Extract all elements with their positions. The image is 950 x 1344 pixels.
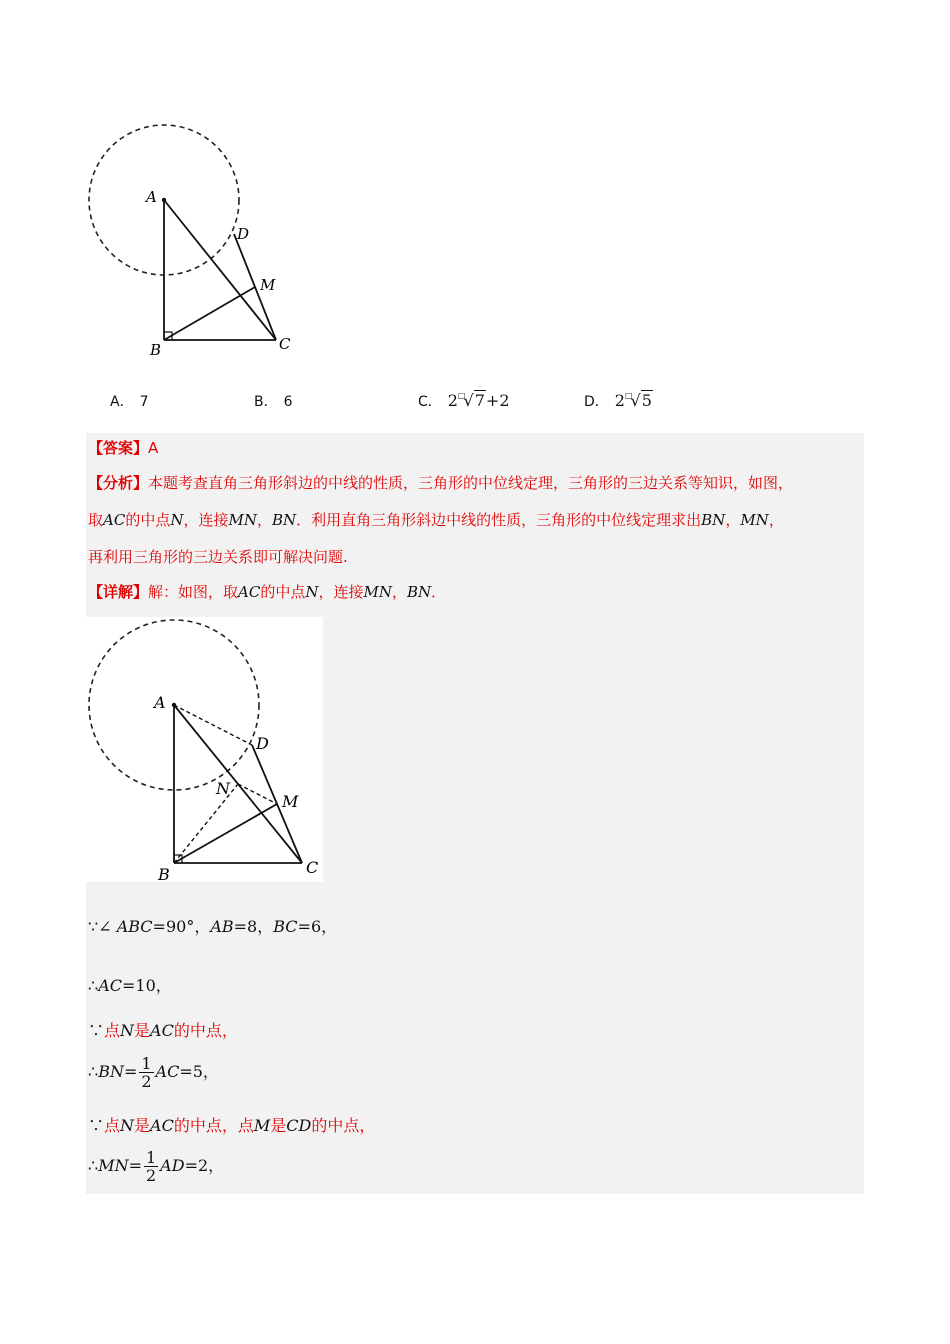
var-ac: AC (150, 1116, 174, 1135)
option-c[interactable] (418, 391, 510, 411)
label-b: B (158, 865, 170, 882)
numerator: 1 (145, 1148, 157, 1167)
text: 的中点 (125, 511, 171, 529)
text: 的中点 (260, 583, 306, 601)
text: =5， (179, 1062, 219, 1081)
var-bn: BN (701, 511, 726, 529)
label-c: C (306, 858, 319, 877)
text: =10， (121, 976, 172, 995)
segment-bm (164, 287, 255, 340)
because-symbol: ∵ (88, 1021, 105, 1040)
var-bn: BN (407, 583, 432, 601)
geometry-figure-2 (86, 617, 323, 882)
text: 解：如图，取 (148, 583, 239, 601)
fraction-half (144, 1149, 158, 1184)
label-c: C (279, 335, 291, 353)
point-a (172, 703, 176, 707)
text: ， (391, 583, 407, 601)
text: ，连接 (318, 583, 364, 601)
radical-sign: □√5 (624, 391, 652, 410)
var-ac: AC (238, 583, 261, 601)
option-a-value: 7 (139, 394, 149, 410)
var-bn: BN (98, 1062, 124, 1081)
label-n: N (216, 779, 230, 798)
analysis-text-1: 本题考查直角三角形斜边的中线的性质，三角形的中位线定理，三角形的三边关系等知识，如图， (148, 474, 794, 492)
answer-tag: 【答案】 (88, 439, 149, 457)
angle-symbol: ∠ (98, 917, 112, 936)
text: =2， (184, 1156, 225, 1175)
detail-tag: 【详解】 (88, 583, 149, 601)
var-n: N (305, 583, 319, 601)
text: =90°， (152, 917, 211, 936)
radical-index: □ (624, 391, 633, 400)
var-ad: AD (160, 1156, 185, 1175)
step-6 (88, 1149, 224, 1184)
analysis-line-2 (88, 509, 784, 531)
option-c-suffix: +2 (485, 391, 510, 410)
because-symbol: ∵ (88, 1116, 105, 1135)
text: ， (256, 511, 272, 529)
var-abc: ABC (116, 917, 153, 936)
because-symbol: ∵ (88, 917, 99, 936)
step-5 (88, 1113, 375, 1136)
option-c-letter: C． (418, 394, 442, 410)
label-m: M (282, 792, 299, 811)
text: 的中点， (173, 1021, 238, 1040)
var-ac: AC (155, 1062, 180, 1081)
point-a (162, 198, 166, 202)
var-mn: MN (228, 511, 257, 529)
detail-line (88, 581, 446, 603)
var-m: M (253, 1116, 271, 1135)
var-bn: BN (271, 511, 297, 529)
text: =8， (233, 917, 274, 936)
label-d: D (256, 734, 269, 753)
var-mn: MN (740, 511, 769, 529)
fraction-half (139, 1055, 153, 1090)
text: 点 (104, 1021, 121, 1040)
text: 的中点， (311, 1116, 376, 1135)
therefore-symbol: ∴ (88, 1062, 99, 1081)
text: 的中点，点 (173, 1116, 254, 1135)
step-3 (88, 1018, 238, 1041)
therefore-symbol: ∴ (88, 1156, 99, 1175)
var-cd: CD (286, 1116, 312, 1135)
text: 取 (88, 511, 104, 529)
option-b-letter: B． (254, 394, 278, 410)
option-c-coef: 2 (447, 391, 458, 410)
segment-bm (174, 804, 277, 863)
var-ac: AC (98, 976, 122, 995)
option-d-coef: 2 (614, 391, 625, 410)
option-b[interactable] (254, 391, 293, 411)
therefore-symbol: ∴ (88, 976, 99, 995)
segment-ad-dashed (174, 705, 252, 745)
radicand: 5 (641, 391, 652, 410)
option-d[interactable] (584, 391, 653, 411)
text: ， (768, 511, 784, 529)
segment-nm-dashed (238, 784, 277, 804)
option-d-letter: D． (584, 394, 609, 410)
label-b: B (150, 341, 162, 359)
option-d-value (615, 391, 653, 410)
var-ac: AC (103, 511, 126, 529)
var-bc: BC (273, 917, 298, 936)
option-b-value: 6 (283, 394, 293, 410)
step-2 (88, 973, 172, 996)
answer-value: A (148, 439, 159, 457)
text: = (123, 1062, 138, 1081)
analysis-text-3: 再利用三角形的三边关系即可解决问题. (88, 548, 348, 566)
text: ． (431, 583, 447, 601)
text: ，连接 (183, 511, 229, 529)
label-a: A (146, 188, 157, 206)
label-d: D (237, 225, 250, 243)
geometry-figure-1 (80, 118, 310, 368)
label-m: M (260, 276, 276, 294)
var-n: N (120, 1116, 135, 1135)
text: 是 (134, 1021, 151, 1040)
var-ac: AC (150, 1021, 174, 1040)
denominator: 2 (145, 1166, 157, 1185)
option-a-letter: A． (110, 394, 134, 410)
text: 是 (270, 1116, 287, 1135)
var-mn: MN (363, 583, 392, 601)
analysis-line-1 (88, 472, 793, 494)
option-c-value (448, 391, 510, 410)
radicand: 7 (474, 391, 485, 410)
text: =6， (297, 917, 338, 936)
var-n: N (120, 1021, 135, 1040)
label-a: A (154, 693, 166, 712)
analysis-tag: 【分析】 (88, 474, 149, 492)
text: = (128, 1156, 142, 1175)
text: 是 (134, 1116, 151, 1135)
denominator: 2 (141, 1072, 152, 1091)
var-n: N (170, 511, 184, 529)
numerator: 1 (141, 1054, 152, 1073)
text: ．利用直角三角形斜边中线的性质，三角形的中位线定理求出 (296, 511, 702, 529)
radical-sign: □√7 (457, 391, 485, 410)
step-4 (88, 1055, 219, 1090)
var-mn: MN (98, 1156, 129, 1175)
analysis-line-3 (88, 546, 348, 568)
option-a[interactable] (110, 391, 149, 411)
segment-ac (164, 200, 276, 340)
var-ab: AB (210, 917, 234, 936)
answer-line (88, 437, 158, 459)
text: 点 (104, 1116, 121, 1135)
text: ， (725, 511, 741, 529)
radical-index: □ (457, 391, 466, 400)
step-1 (88, 914, 337, 937)
